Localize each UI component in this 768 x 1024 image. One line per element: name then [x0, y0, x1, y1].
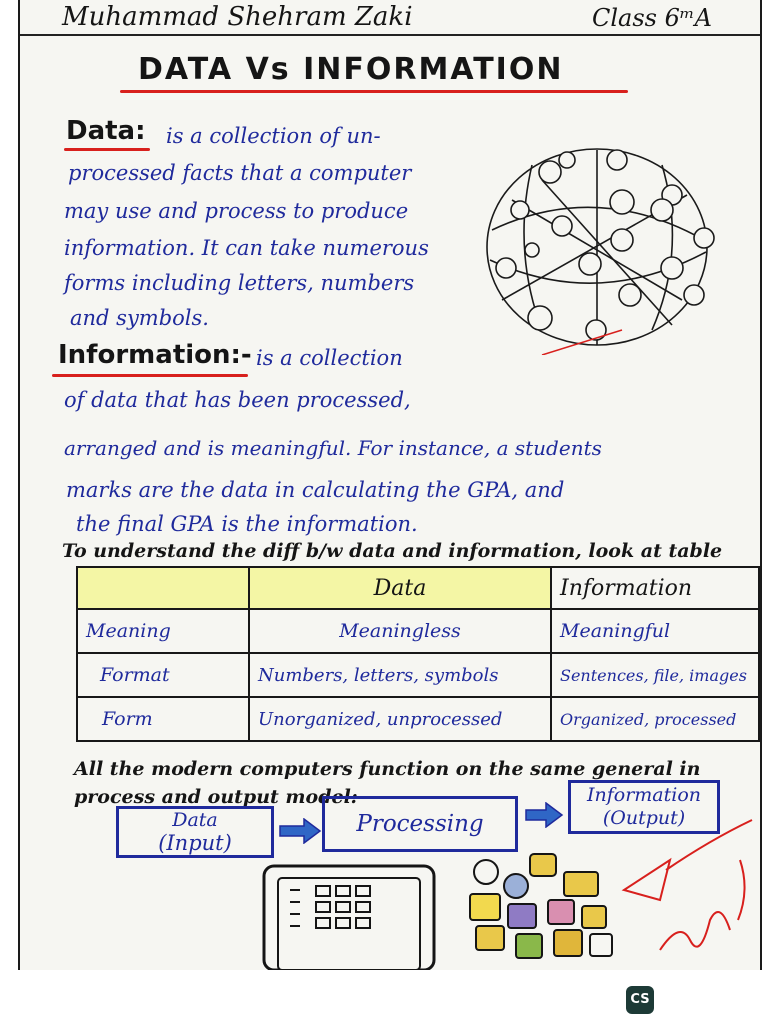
- model-intro-line-2: process and output model:-: [74, 786, 366, 808]
- information-line-5: the final GPA is the information.: [76, 512, 418, 536]
- laptop-illustration: [256, 862, 446, 970]
- data-line-3: may use and process to produce: [64, 199, 409, 223]
- table-cell: Meaningful: [551, 609, 759, 653]
- output-box-title: Information: [586, 784, 702, 806]
- notebook-page: [18, 0, 762, 970]
- information-line-4: marks are the data in calculating the GPA, and: [66, 478, 565, 502]
- information-icons-illustration: [456, 850, 616, 970]
- arrow-right-icon: [278, 818, 322, 844]
- table-header-data: Data: [249, 567, 551, 609]
- output-box-subtitle: (Output): [602, 807, 686, 829]
- student-name: Muhammad Shehram Zaki: [62, 2, 413, 32]
- input-box-title: Data: [172, 809, 218, 831]
- input-box: [116, 806, 274, 858]
- data-line-6: and symbols.: [70, 306, 209, 330]
- data-term-underline: [64, 148, 150, 151]
- network-globe-illustration: [472, 140, 722, 355]
- information-line-2: of data that has been processed,: [64, 388, 411, 412]
- data-line-1: is a collection of un-: [166, 124, 381, 148]
- table-header-information: Information: [551, 567, 759, 609]
- table-row: [77, 653, 759, 697]
- information-line-1: is a collection: [256, 346, 403, 370]
- information-term: Information:-: [58, 340, 252, 370]
- information-term-underline: [52, 374, 248, 377]
- data-line-4: information. It can take numerous: [64, 236, 429, 260]
- table-row: [77, 697, 759, 741]
- table-intro: To understand the diff b/w data and information, look at table: [62, 540, 723, 562]
- table-cell: Unorganized, unprocessed: [249, 697, 551, 741]
- red-ink-scribble: [620, 800, 760, 970]
- table-header-row: [77, 567, 759, 609]
- comparison-table: [76, 566, 760, 742]
- title-underline: [120, 90, 628, 93]
- table-cell: Numbers, letters, symbols: [249, 653, 551, 697]
- page-title: DATA Vs INFORMATION: [138, 52, 564, 87]
- table-row-label: Form: [77, 697, 249, 741]
- table-header-corner: [77, 567, 249, 609]
- camscanner-badge: CS: [626, 986, 654, 1014]
- header-rule: [20, 34, 760, 36]
- table-cell: Sentences, file, images: [551, 653, 759, 697]
- model-intro-line-1: All the modern computers function on the same general in: [74, 758, 701, 780]
- information-line-3: arranged and is meaningful. For instance, a students: [64, 436, 602, 460]
- table-cell: Meaningless: [249, 609, 551, 653]
- table-row: [77, 609, 759, 653]
- data-line-5: forms including letters, numbers: [64, 271, 415, 295]
- input-box-subtitle: (Input): [158, 831, 232, 855]
- processing-box: Processing: [322, 796, 518, 852]
- class-label: Class 6ᵐA: [592, 4, 712, 32]
- data-line-2: processed facts that a computer: [68, 161, 412, 185]
- data-term: Data:: [66, 116, 146, 146]
- table-cell: Organized, processed: [551, 697, 759, 741]
- table-row-label: Meaning: [77, 609, 249, 653]
- arrow-right-icon: [524, 802, 564, 828]
- table-row-label: Format: [77, 653, 249, 697]
